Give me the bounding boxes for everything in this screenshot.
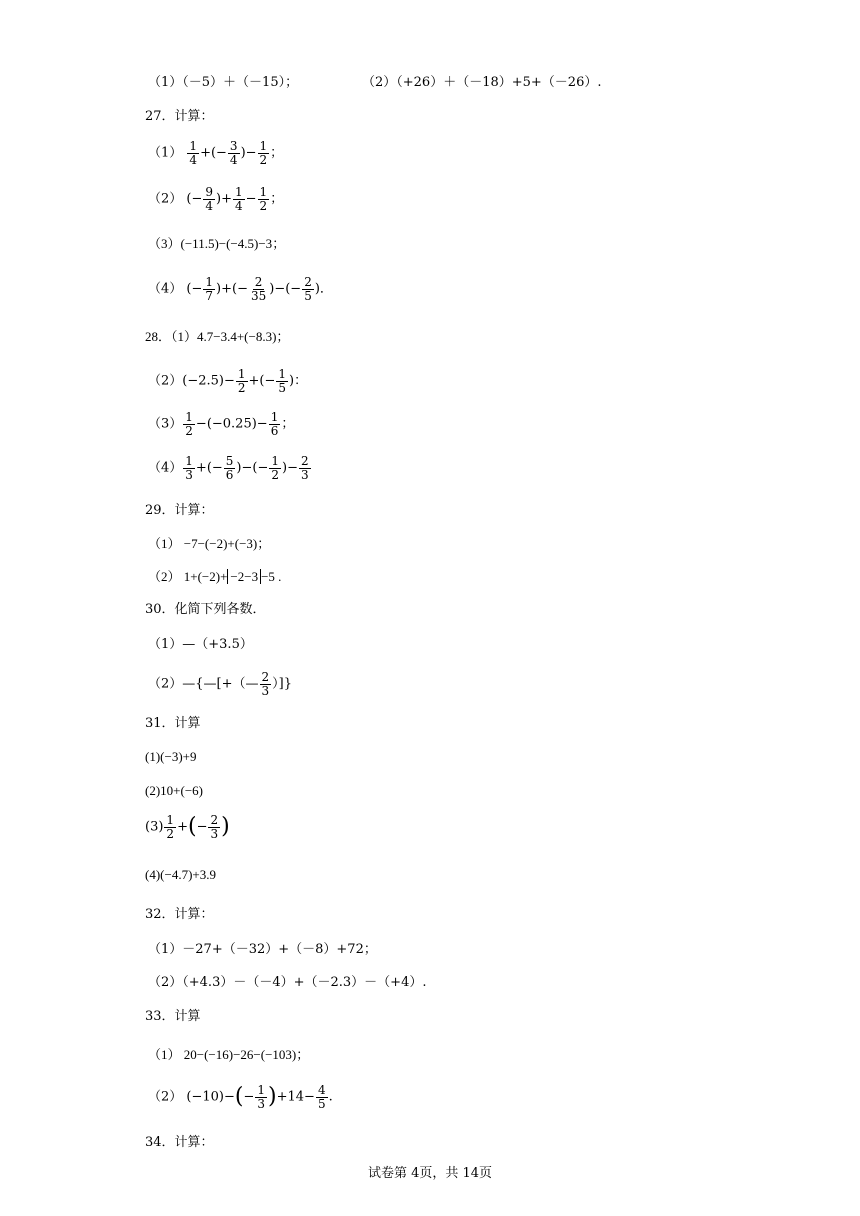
page-footer: 试卷第 4页，共 14页	[367, 1166, 493, 1181]
q31-title: 31．计算	[145, 716, 201, 731]
q31-part3: (3) $\frac{1}{2}$ +(− $\frac{2}{3}$ )	[145, 813, 230, 841]
q31-part4: (4)(−4.7)+3.9	[145, 867, 216, 882]
q28-part4: （4） $\frac{1}{3}$ +(− $\frac{5}{6}$ )−(− $\frac{1}{2}$ )− $\frac{2}{3}$	[148, 454, 309, 482]
q28-part1: 28．（1）4.7−3.4+(−8.3)；	[145, 329, 290, 344]
q26-part1: （1）（－5）＋（－15）；	[148, 75, 299, 90]
q27-part2: （2） (− $\frac{9}{4}$ )+ $\frac{1}{4}$ − $\frac{1}{2}$ ；	[148, 185, 284, 213]
q27-part4: （4） (− $\frac{1}{7}$ )+(− $\frac{2}{35}$ )−(− $\frac{2}{5}$ )．	[148, 275, 333, 303]
q27-part1: （1） $\frac{1}{4}$ +(− $\frac{3}{4}$ )− $\frac{1}{2}$ ；	[148, 139, 284, 167]
q30-part2: （2）—{—[+（— $\frac{2}{3}$ ）]}	[148, 670, 292, 698]
q33-part2: （2） (−10)−(− $\frac{1}{3}$ )+14− $\frac{4}{5}$ .	[148, 1083, 333, 1111]
q29-part2: （2） 1+(−2)+ −2−3 −5 .	[148, 569, 282, 584]
q26-part2: （2）（+26）＋（－18）+5+（－26）.	[362, 75, 602, 90]
q28-part2: （2）(−2.5)− $\frac{1}{2}$ +(− $\frac{1}{5}$ )：	[148, 367, 308, 395]
q29-part1: （1） −7−(−2)+(−3)；	[148, 536, 271, 551]
q33-title: 33．计算	[145, 1009, 201, 1024]
q34-title: 34．计算：	[145, 1135, 214, 1150]
q33-part1: （1） 20−(−16)−26−(−103)；	[148, 1047, 310, 1062]
q31-part2: (2)10+(−6)	[145, 783, 203, 798]
q32-title: 32．计算：	[145, 907, 214, 922]
q27-title: 27．计算：	[145, 109, 214, 124]
q28-part3: （3） $\frac{1}{2}$ −(−0.25)− $\frac{1}{6}$ ；	[148, 410, 295, 438]
q30-title: 30．化简下列各数．	[145, 602, 266, 617]
q27-part3: （3）(−11.5)−(−4.5)−3；	[148, 236, 286, 251]
q29-title: 29．计算：	[145, 503, 214, 518]
q32-part2: （2）（+4.3）－（－4）+（－2.3）－（+4）.	[148, 975, 427, 990]
q31-part1: (1)(−3)+9	[145, 749, 197, 764]
q32-part1: （1）－27+（－32）+（－8）+72；	[148, 942, 377, 957]
q30-part1: （1）—（+3.5）	[148, 637, 253, 652]
